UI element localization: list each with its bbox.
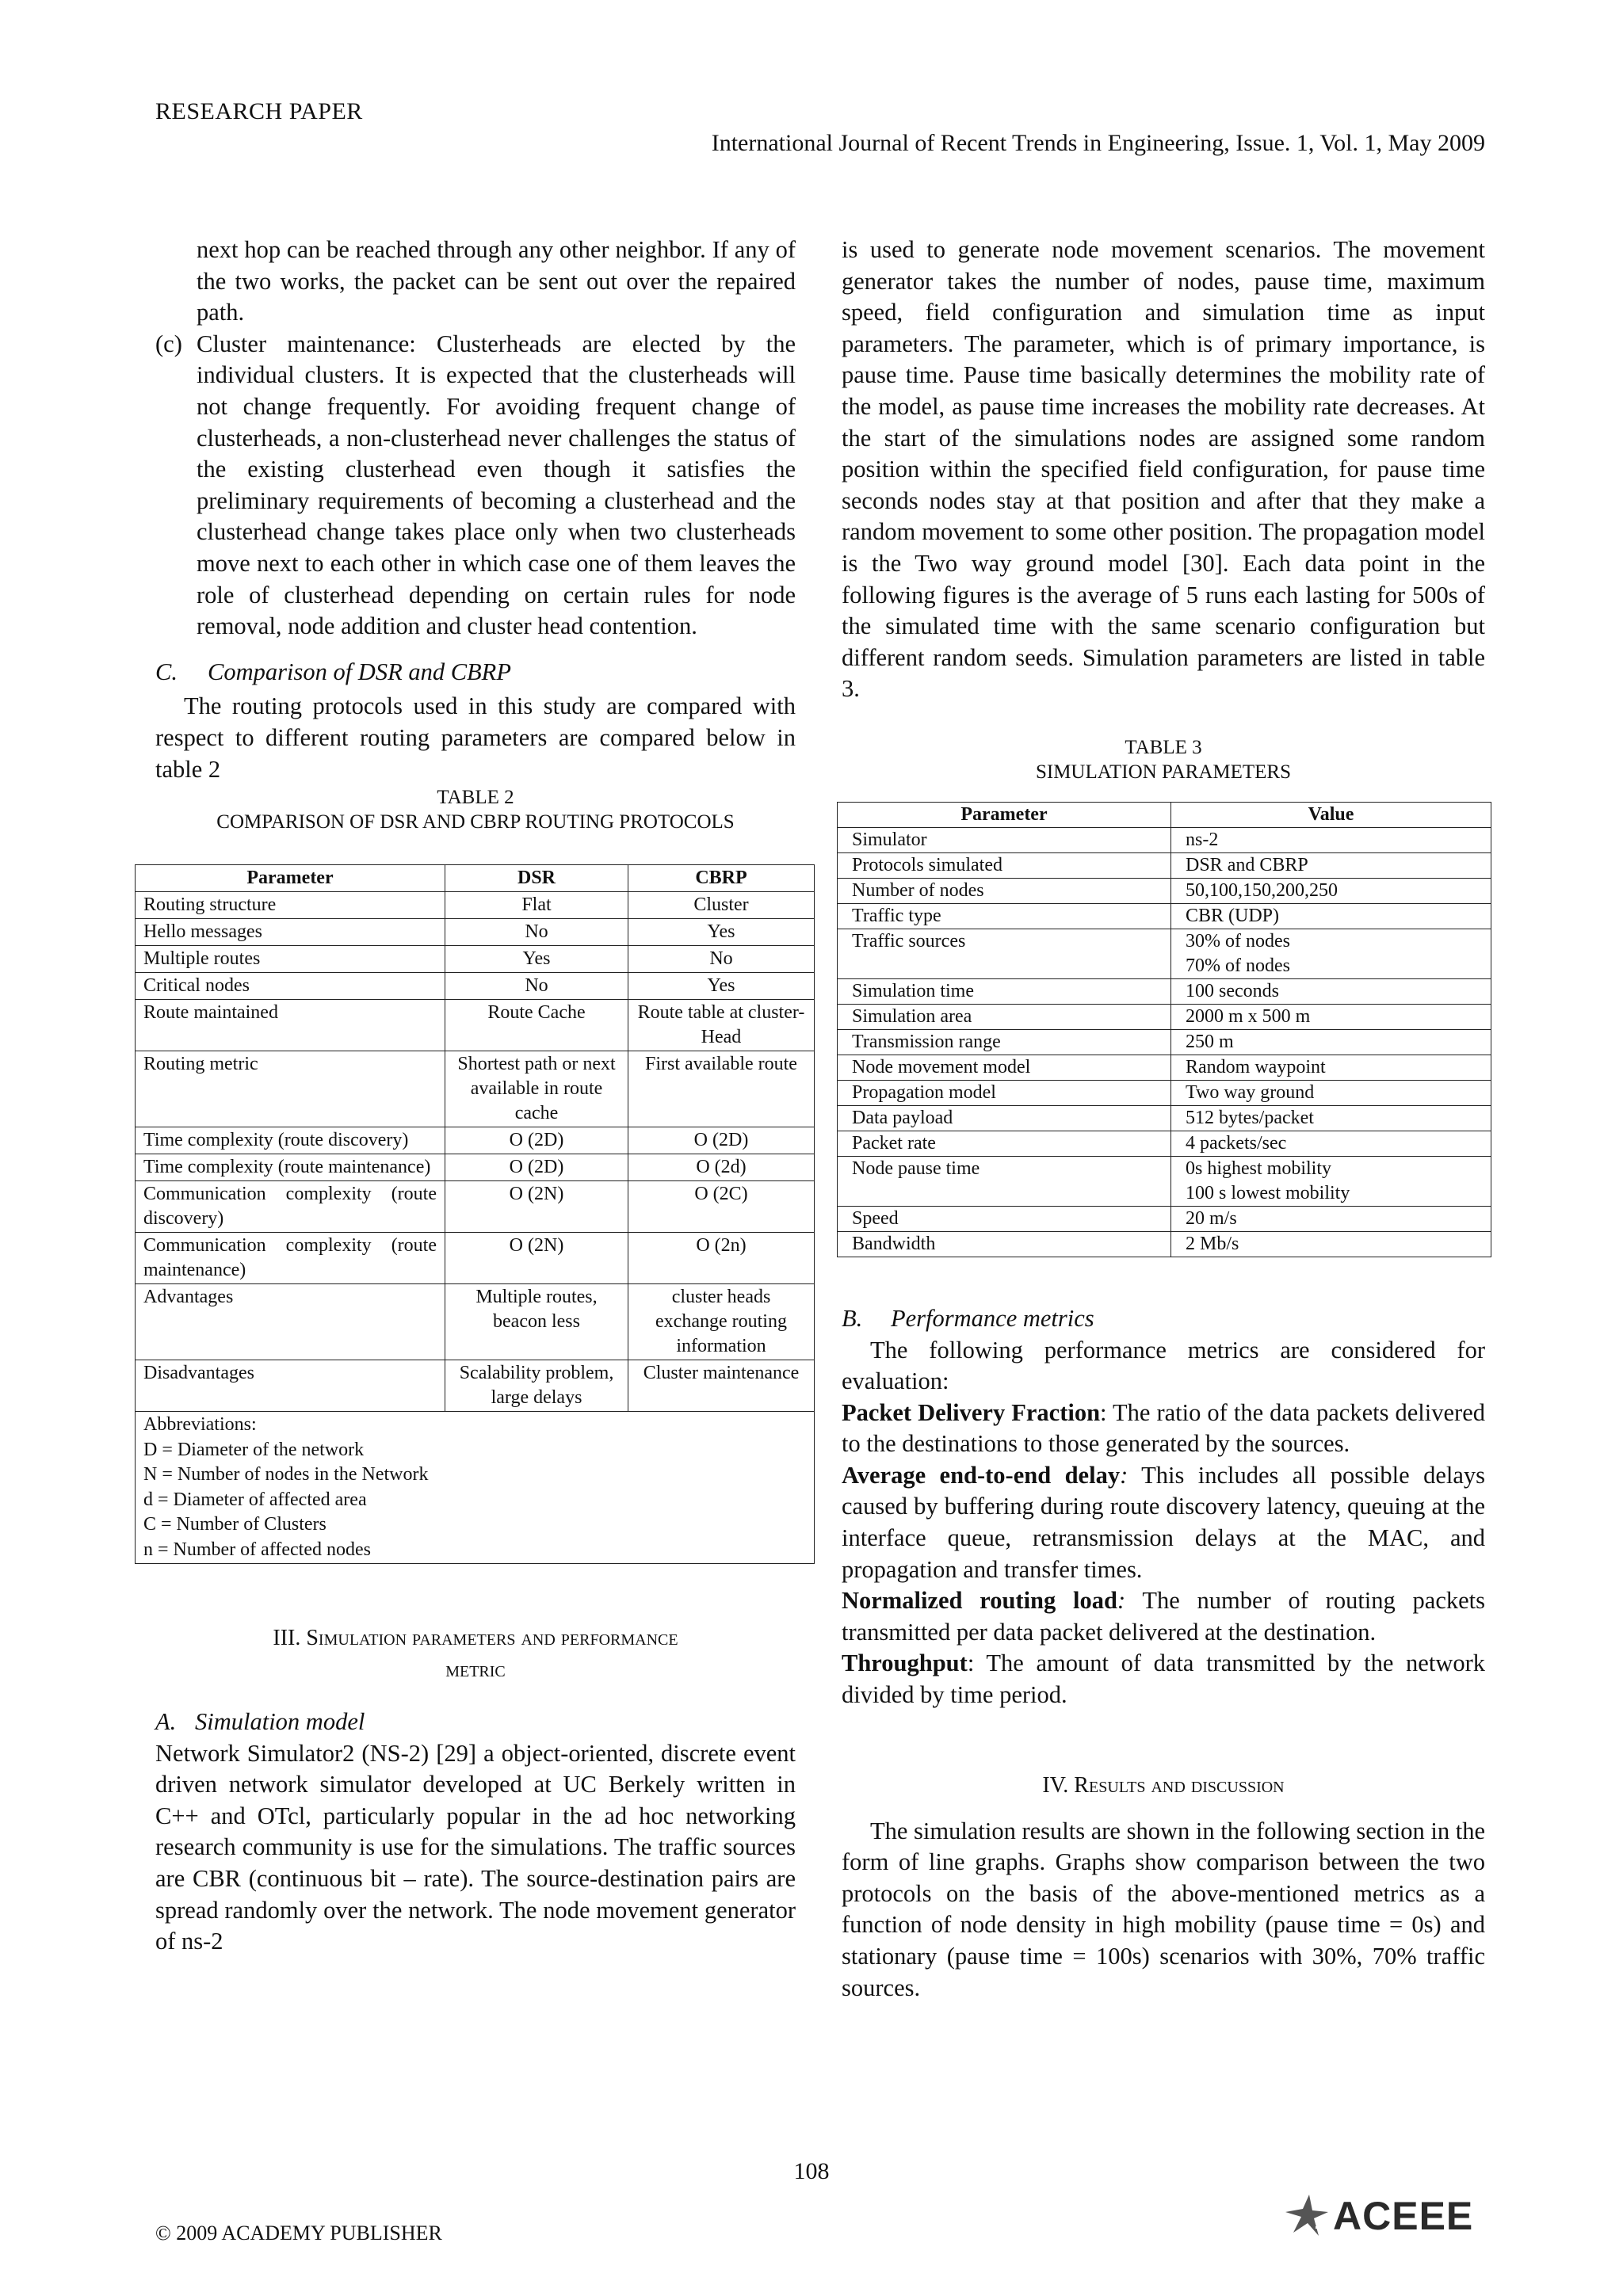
table2-header-cell: DSR [445,865,628,892]
table3-value-cell: DSR and CBRP [1171,852,1491,878]
table2-row [136,946,815,973]
table2-cbrp-cell: cluster heads exchange routing information [628,1284,815,1360]
table2-dsr-cell: O (2D) [445,1127,628,1154]
table3-body [838,827,1491,1257]
table3-row [838,978,1491,1004]
table2-header-cell: CBRP [628,865,815,892]
table2-parameter-cell: Hello messages [136,919,445,946]
table3-parameter-cell: Simulation area [838,1004,1171,1029]
table2-parameter-cell: Critical nodes [136,973,445,1000]
table2-row [136,973,815,1000]
table3-row [838,1156,1491,1206]
table3-row [838,1055,1491,1080]
intro-paragraph: next hop can be reached through any other neighbor. If any of the two works, the packet can be sent out over the repaired path. [197,236,796,326]
metric-term: Average end-to-end delay [842,1461,1121,1489]
table2-dsr-cell: O (2D) [445,1154,628,1181]
metric-definition [842,1648,1485,1711]
table2-row [136,1284,815,1360]
table2-parameter-cell: Multiple routes [136,946,445,973]
table2-dsr-cell: Flat [445,892,628,919]
metric-term: Normalized routing load [842,1587,1117,1615]
simulation-model-paragraph: Network Simulator2 (NS-2) [29] a object-oriented, discrete event driven network simulator developed at UC Berkely written in C++ and OTcl, particularly popular in the ad hoc networking research community is use for the simulations. The traffic sources are CBR (continuous bit – rate). The source-destination pairs are spread randomly over the network. The node movement generator of ns-2 [155,1739,796,1955]
simulation-paragraph: is used to generate node movement scenarios. The movement generator takes the number of nodes, pause time, maximum speed, field configuration and simulation time as input parameters. The parameter, which is of primary importance, is pause time. Pause time basically determines the mobility rate of the model, as pause time increases the mobility rate decreases. At the start of the simulations nodes are assigned some random position within the specified field configuration, for pause time seconds nodes stay at that position and after that they make a random movement to some other position. The propagation model is the Two way ground model [30]. Each data point in the following figures is the average of 5 runs each lasting for 500s of the simulated time with the same scenario configuration but different random seeds. Simulation parameters are listed in table 3. [842,236,1485,703]
table2-comparison [135,864,815,1564]
abbreviation-line: d = Diameter of affected area [143,1489,367,1510]
table2-cbrp-cell: O (2D) [628,1127,815,1154]
table2-cbrp-cell: Route table at cluster-Head [628,1000,815,1051]
table3-value-cell: 50,100,150,200,250 [1171,878,1491,903]
table3-value-cell: Random waypoint [1171,1055,1491,1080]
metric-separator: : [1100,1398,1107,1426]
subsection-a-letter: A. [155,1708,177,1736]
table2-cbrp-cell: O (2n) [628,1233,815,1284]
table2-cbrp-cell: First available route [628,1051,815,1127]
table2-parameter-cell: Routing metric [136,1051,445,1127]
table2-row [136,1000,815,1051]
table2-parameter-cell: Communication complexity (route discovery) [136,1181,445,1233]
table2-parameter-cell: Disadvantages [136,1360,445,1412]
table3-parameter-cell: Traffic sources [838,929,1171,978]
subsection-a-title: Simulation model [195,1708,365,1736]
table3-value-cell [1171,929,1491,978]
table2-cbrp-cell: O (2d) [628,1154,815,1181]
table3-parameter-cell: Node movement model [838,1055,1171,1080]
table2-parameter-cell: Communication complexity (route maintenance) [136,1233,445,1284]
metric-separator: : [1117,1587,1126,1615]
aceee-star-icon [1284,2191,1331,2239]
table3-row [838,1206,1491,1231]
table3-parameter-cell: Number of nodes [838,878,1171,903]
section4-heading: IV. Results and discussion [1042,1772,1285,1798]
table3-parameter-cell: Transmission range [838,1029,1171,1055]
table3-value-cell: 20 m/s [1171,1206,1491,1231]
table3-value-line: 30% of nodes [1186,930,1290,952]
table3-row [838,1004,1491,1029]
table3-row [838,903,1491,929]
table2-dsr-cell: Scalability problem, large delays [445,1360,628,1412]
table2-dsr-cell: O (2N) [445,1233,628,1284]
metric-separator: : [967,1650,975,1677]
table2-header-row [136,865,815,892]
list-item-c-label: (c) [155,330,182,357]
results-paragraph: The simulation results are shown in the following section in the form of line graphs. Graphs show comparison between the two protocols on the basis of the above-mentioned metrics as a function of node density in high mobility (pause time = 0s) and stationary (pause time = 100s) scenarios with 30%, 70% traffic sources. [842,1817,1485,2001]
table3-value-cell: 100 seconds [1171,978,1491,1004]
comparison-paragraph: The routing protocols used in this study are compared with respect to different routing parameters are compared below in table 2 [155,692,796,783]
copyright-notice: © 2009 ACADEMY PUBLISHER [155,2222,442,2245]
table3-row [838,827,1491,852]
table3-row [838,1131,1491,1156]
table2-cbrp-cell: O (2C) [628,1181,815,1233]
right-column [842,235,1485,2004]
table2-cbrp-cell: Yes [628,973,815,1000]
table2-dsr-cell: Route Cache [445,1000,628,1051]
metrics-intro-paragraph: The following performance metrics are considered for evaluation: [842,1336,1485,1395]
table3-row [838,878,1491,903]
table2-parameter-cell: Time complexity (route maintenance) [136,1154,445,1181]
abbreviation-line: N = Number of nodes in the Network [143,1464,429,1486]
table3-parameter-cell: Protocols simulated [838,852,1171,878]
abbreviation-line: D = Diameter of the network [143,1439,365,1460]
subsection-b-title: Performance metrics [891,1304,1094,1332]
table3-row [838,1080,1491,1105]
table2-parameter-cell: Time complexity (route discovery) [136,1127,445,1154]
aceee-logo [1284,2191,1490,2239]
table3-parameter-cell: Packet rate [838,1131,1171,1156]
list-item-c-text: Cluster maintenance: Clusterheads are elected by the individual clusters. It is expected that the clusterheads will not change frequently. For avoiding frequent change of clusterheads, a non-clusterhead never challenges the status of the existing clusterhead even though it satisfies the preliminary requirements of becoming a clusterhead and the clusterhead change takes place only when two clusterheads move next to each other in which case one of them leaves the role of clusterhead depending on certain rules for node removal, node addition and cluster head contention. [197,330,796,640]
subsection-c-letter: C. [155,658,178,685]
table2-cbrp-cell: No [628,946,815,973]
table2-caption-title: COMPARISON OF DSR AND CBRP ROUTING PROTOCOLS [216,811,735,833]
table2-row [136,1181,815,1233]
metrics-list [842,1398,1485,1711]
table3-value-cell: 4 packets/sec [1171,1131,1491,1156]
table2-parameter-cell: Routing structure [136,892,445,919]
table3-parameter-cell: Data payload [838,1105,1171,1131]
table3-value-cell: 2 Mb/s [1171,1231,1491,1257]
abbreviation-line: Abbreviations: [143,1414,257,1436]
table3-parameter-cell: Simulation time [838,978,1171,1004]
table3-header-row [838,802,1491,827]
table2-dsr-cell: Yes [445,946,628,973]
table2-body [136,892,815,1412]
table2-abbreviations-row [136,1412,815,1564]
table3-parameter-cell: Node pause time [838,1156,1171,1206]
table3-value-line: 70% of nodes [1186,955,1290,976]
subsection-a-heading [155,1707,796,1738]
table3-caption-number: TABLE 3 [1125,736,1202,758]
table3-value-cell: Two way ground [1171,1080,1491,1105]
table3-row [838,1029,1491,1055]
subsection-b-letter: B. [842,1304,863,1332]
subsection-b-heading [842,1303,1485,1335]
table3-row [838,852,1491,878]
section3-heading-line2: metric [445,1657,506,1683]
table2-abbreviations [136,1412,815,1564]
table3-row [838,1105,1491,1131]
table2-dsr-cell: Multiple routes, beacon less [445,1284,628,1360]
table2-cbrp-cell: Cluster maintenance [628,1360,815,1412]
table3-value-cell: CBR (UDP) [1171,903,1491,929]
table2-caption-number: TABLE 2 [437,787,514,809]
table3-value-cell: 512 bytes/packet [1171,1105,1491,1131]
metric-definition [842,1585,1485,1648]
table2-dsr-cell: No [445,919,628,946]
table2-parameter-cell: Route maintained [136,1000,445,1051]
table3-row [838,1231,1491,1257]
subsection-c-heading [155,657,796,688]
metric-definition [842,1460,1485,1585]
page-number: 108 [793,2158,830,2184]
table2-parameter-cell: Advantages [136,1284,445,1360]
table2-row [136,1360,815,1412]
table3-value-line: 0s highest mobility [1186,1158,1332,1179]
metric-description: The ratio of the data packets delivered to the destinations to those generated by the sources. [842,1398,1485,1458]
table3-parameter-cell: Simulator [838,827,1171,852]
metric-description: The amount of data transmitted by the network divided by time period. [842,1650,1485,1709]
metric-term: Packet Delivery Fraction [842,1398,1101,1426]
abbreviation-line: C = Number of Clusters [143,1514,327,1535]
metric-term: Throughput [842,1650,968,1677]
table2-row [136,919,815,946]
table3-parameter-cell: Speed [838,1206,1171,1231]
section3-heading-line1: III. Simulation parameters and performance [273,1626,678,1651]
table3-value-cell: ns-2 [1171,827,1491,852]
table2-row [136,1154,815,1181]
subsection-c-title: Comparison of DSR and CBRP [208,658,511,685]
table2-cbrp-cell: Yes [628,919,815,946]
table3-row [838,929,1491,978]
table2-header-cell: Parameter [136,865,445,892]
table2-row [136,1233,815,1284]
table3-header-cell: Parameter [838,802,1171,827]
table3-parameter-cell: Propagation model [838,1080,1171,1105]
table2-dsr-cell: No [445,973,628,1000]
metric-separator: : [1120,1461,1128,1489]
table2-row [136,892,815,919]
table2-dsr-cell: O (2N) [445,1181,628,1233]
abbreviation-line: n = Number of affected nodes [143,1539,371,1560]
metric-description: The number of routing packets transmitted per data packet delivered at the destination. [842,1587,1485,1646]
table3-value-cell: 250 m [1171,1029,1491,1055]
table3-header-cell: Value [1171,802,1491,827]
table2-row [136,1051,815,1127]
table3-value-cell [1171,1156,1491,1206]
metric-description: This includes all possible delays caused by buffering during route discovery latency, queuing at the interface queue, retransmission delays at the MAC, and propagation and transfer times. [842,1461,1485,1583]
table3-value-line: 100 s lowest mobility [1186,1182,1350,1203]
list-item-c [155,329,796,643]
table2-row [136,1127,815,1154]
metric-definition [842,1398,1485,1460]
table3-parameter-cell: Bandwidth [838,1231,1171,1257]
table3-value-cell: 2000 m x 500 m [1171,1004,1491,1029]
aceee-logo-text: ACEEE [1333,2194,1474,2238]
table3-caption-title: SIMULATION PARAMETERS [1035,761,1292,783]
table3-parameter-cell: Traffic type [838,903,1171,929]
journal-header: International Journal of Recent Trends in Engineering, Issue. 1, Vol. 1, May 2009 [711,130,1485,156]
table2-cbrp-cell: Cluster [628,892,815,919]
research-paper-label: RESEARCH PAPER [155,98,363,124]
table2-dsr-cell: Shortest path or next available in route cache [445,1051,628,1127]
left-column [143,235,805,1958]
table3-simulation-parameters [837,802,1491,1257]
